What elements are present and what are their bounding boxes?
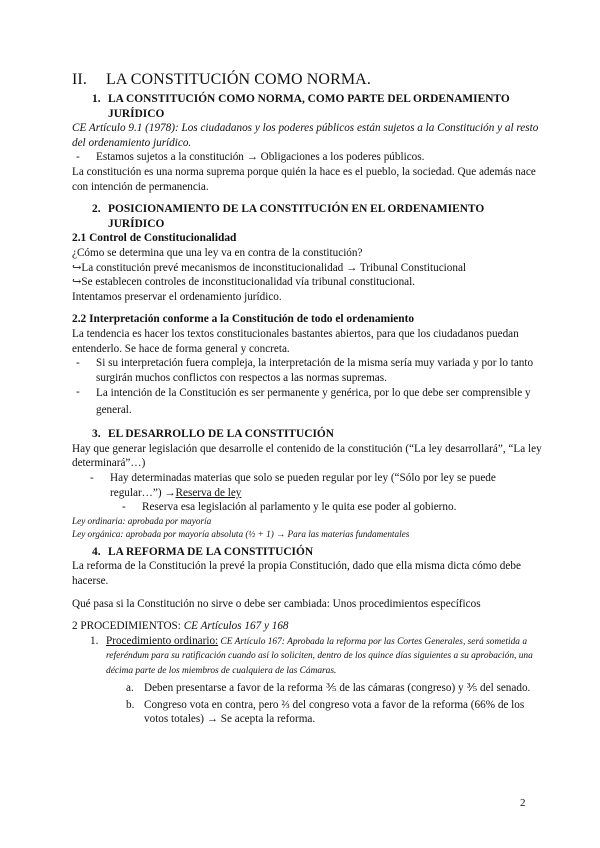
- subheading-2-1: 2.1 Control de Constitucionalidad: [72, 232, 237, 245]
- heading-2: [72, 202, 542, 231]
- heading-3-title: EL DESARROLLO DE LA CONSTITUCIÓN: [108, 428, 334, 441]
- arrow-line-1: ↪La constitución prevé mecanismos de inconstitucionalidad → Tribunal Constitucional: [72, 261, 467, 274]
- paragraph: La reforma de la Constitución la prevé la propia Constitución, dado que ella misma dicta cómo debe hacerse.: [72, 560, 521, 588]
- paragraph: Intentamos preservar el ordenamiento jurídico.: [72, 290, 282, 303]
- paragraph: Qué pasa si la Constitución no sirve o debe ser cambiada: Unos procedimientos específicos: [72, 597, 481, 610]
- section-heading: [72, 70, 542, 90]
- arrow-line-2: ↪Se establecen controles de inconstitucionalidad vía tribunal constitucional.: [72, 276, 416, 289]
- ordered-subitem-b: b. Congreso vota en contra, pero ⅔ del congreso vota a favor de la reforma (66% de los votos totales) → Se acepta la reforma.: [126, 698, 525, 725]
- quote-art-9: CE Artículo 9.1 (1978): Los ciudadanos y los poderes públicos están sujetos a la Constitución y al resto del ordenamiento jurídico.: [72, 122, 539, 149]
- bullet-item: - Hay determinadas materias que solo se pueden regular por ley (“Sólo por ley se puede regular…”) →Reserva de ley: [90, 472, 496, 499]
- heading-4-number: 4.: [92, 545, 101, 558]
- heading-2-title: POSICIONAMIENTO DE LA CONSTITUCIÓN EN EL ORDENAMIENTO JURÍDICO: [108, 203, 485, 230]
- reserva-de-ley: Reserva de ley: [175, 486, 242, 499]
- heading-1: [72, 92, 542, 121]
- paragraph: La constitución es una norma suprema porque quién la hace es el pueblo, la sociedad. Que además nace con intención de permanencia.: [72, 165, 536, 193]
- heading-3-number: 3.: [92, 428, 101, 441]
- question: ¿Cómo se determina que una ley va en contra de la constitución?: [72, 246, 363, 259]
- ordered-item: 1. Procedimiento ordinario: CE Artículo 167: Aprobada la reforma por las Cortes Generales, será sometida a referéndum para su ratificación cuando así lo soliciten, dentro de los quince días siguientes a su aprobación, una décima parte de los miembros de cualquiera de las Cámaras.: [90, 634, 533, 676]
- paragraph: Hay que generar legislación que desarrolle el contenido de la constitución (“La ley desarrollará”, “La ley determinará”…): [72, 442, 542, 470]
- bullet-item: - Estamos sujetos a la constitución → Obligaciones a los poderes públicos.: [76, 151, 425, 164]
- bullet-item: - La intención de la Constitución es ser permanente y genérica, por lo que debe ser comprensible y general.: [76, 386, 531, 417]
- section-number: II.: [72, 71, 87, 88]
- heading-3: [72, 427, 542, 442]
- ordered-subitem-a: a. Deben presentarse a favor de la reforma ⅗ de las cámaras (congreso) y ⅗ del senado.: [126, 681, 531, 694]
- note-ley-organica: Ley orgánica: aprobada por mayoría absoluta (½ + 1) → Para las materias fundamentales: [72, 528, 410, 539]
- heading-4-title: LA REFORMA DE LA CONSTITUCIÓN: [108, 545, 314, 558]
- bullet-item: - Si su interpretación fuera compleja, la interpretación de la misma sería muy variada y por lo tanto surgirán muchos conflictos con respectos a las normas supremas.: [76, 357, 534, 384]
- heading-1-title: LA CONSTITUCIÓN COMO NORMA, COMO PARTE DEL ORDENAMIENTO JURÍDICO: [108, 93, 510, 120]
- procedimiento-ordinario-label: Procedimiento ordinario:: [106, 634, 219, 647]
- document-page: [72, 70, 542, 726]
- heading-2-number: 2.: [92, 203, 101, 216]
- page-number: 2: [520, 797, 526, 809]
- note-ley-ordinaria: Ley ordinaria: aprobada por mayoría: [72, 515, 212, 526]
- section-title: LA CONSTITUCIÓN COMO NORMA.: [106, 71, 371, 88]
- bullet-item-nested: - Reserva esa legislación al parlamento y le quita ese poder al gobierno.: [122, 501, 457, 514]
- subheading-2-2: 2.2 Interpretación conforme a la Constitución de todo el ordenamiento: [72, 313, 415, 326]
- procedures-line: 2 PROCEDIMIENTOS: CE Artículos 167 y 168: [72, 620, 289, 633]
- paragraph: La tendencia es hacer los textos constitucionales bastantes abiertos, para que los ciudadanos puedan entenderlo. Se hace de forma general y concreta.: [72, 327, 519, 355]
- heading-4: [72, 545, 542, 560]
- heading-1-number: 1.: [92, 93, 101, 105]
